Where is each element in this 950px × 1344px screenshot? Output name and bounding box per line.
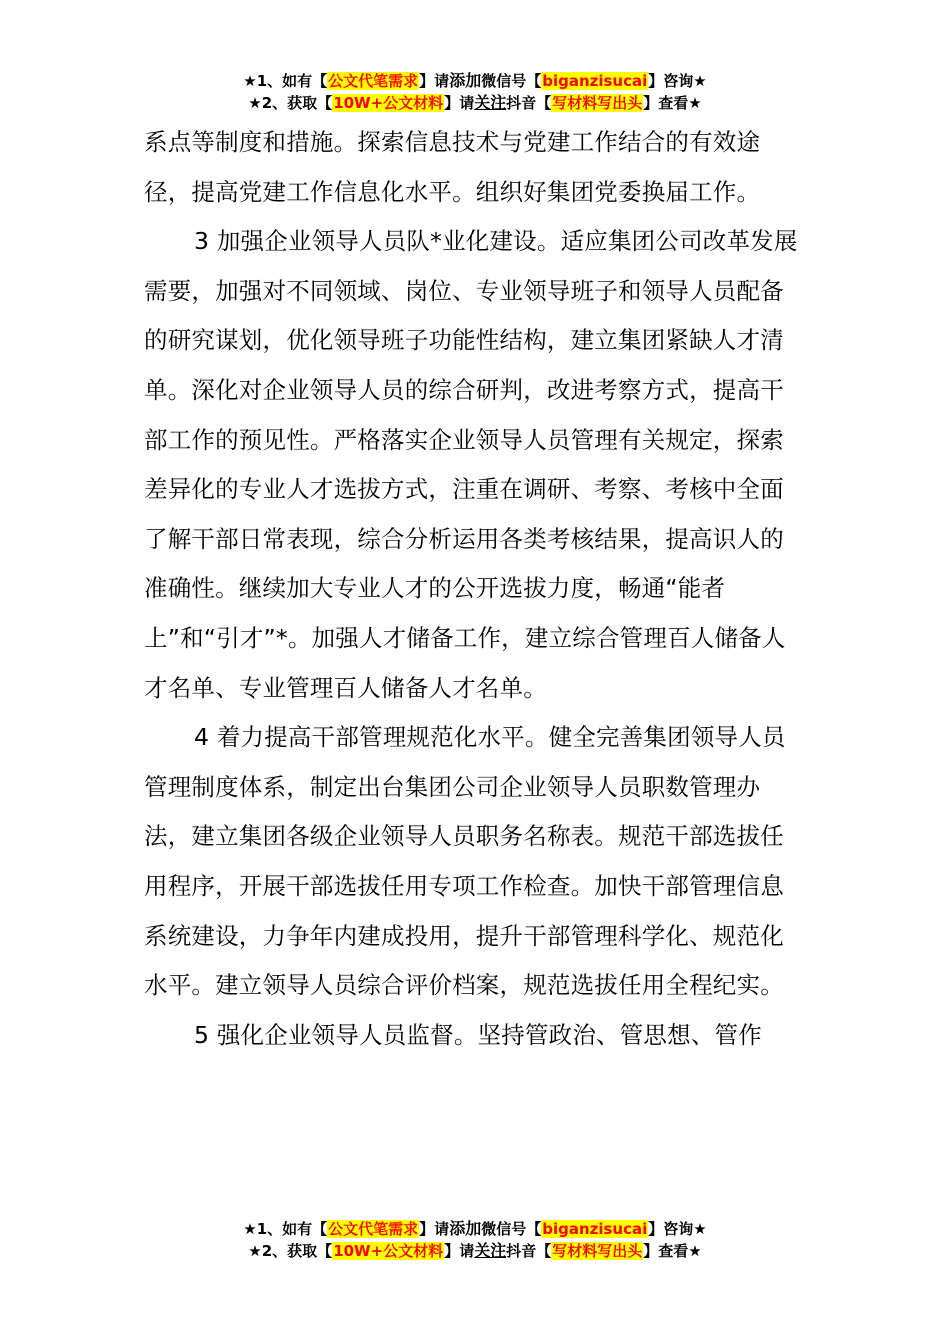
promo-text: 微信号【: [481, 72, 542, 90]
promo-text: 】查看★: [643, 94, 702, 112]
document-body: [144, 118, 806, 1060]
promo-text: 抖音【: [506, 1242, 552, 1260]
promo-text: 】请: [444, 1242, 475, 1260]
top-promo-banner: [0, 70, 950, 114]
promo-text: ★2、获取【: [248, 94, 333, 112]
promo-wechat-id: biganzisucai: [542, 72, 648, 90]
promo-highlight: 公文代笔需求: [328, 72, 419, 90]
promo-text: 添加: [449, 71, 482, 90]
paragraph-5: 5 强化企业领导人员监督。坚持管政治、管思想、管作: [194, 1020, 762, 1049]
promo-text: 】请: [419, 72, 450, 90]
promo-text: 关注: [474, 1241, 507, 1260]
promo-douyin-id: 写材料写出头: [552, 94, 643, 112]
promo-line-1: [0, 70, 950, 92]
paragraph-continued: 系点等制度和措施。探索信息技术与党建工作结合的有效途径，提高党建工作信息化水平。组织好集团党委换届工作。: [144, 128, 761, 206]
promo-highlight: 10W+公文材料: [333, 94, 444, 112]
promo-text: 微信号【: [481, 1220, 542, 1238]
promo-text: 】请: [419, 1220, 450, 1238]
paragraph-4: 4 着力提高干部管理规范化水平。健全完善集团领导人员管理制度体系，制定出台集团公司企业领导人员职数管理办法，建立集团各级企业领导人员职务名称表。规范干部选拔任用程序，开展干部选拔任用专项工作检查。加快干部管理信息系统建设，力争年内建成投用，提升干部管理科学化、规范化水平。建立领导人员综合评价档案，规范选拔任用全程纪实。: [144, 723, 786, 1000]
bottom-promo-banner: [0, 1218, 950, 1262]
promo-text: ★1、如有【: [243, 72, 328, 90]
promo-wechat-id: biganzisucai: [542, 1220, 648, 1238]
promo-highlight: 10W+公文材料: [333, 1242, 444, 1260]
paragraph-3: 3 加强企业领导人员队*业化建设。适应集团公司改革发展需要，加强对不同领域、岗位、专业领导班子和领导人员配备的研究谋划，优化领导班子功能性结构，建立集团紧缺人才清单。深化对企业领导人员的综合研判，改进考察方式，提高干部工作的预见性。严格落实企业领导人员管理有关规定，探索差异化的专业人才选拔方式，注重在调研、考察、考核中全面了解干部日常表现，综合分析运用各类考核结果，提高识人的准确性。继续加大专业人才的公开选拔力度，畅通“能者上”和“引才”*。加强人才储备工作，建立综合管理百人储备人才名单、专业管理百人储备人才名单。: [144, 227, 798, 702]
promo-douyin-id: 写材料写出头: [552, 1242, 643, 1260]
promo-text: 】请: [444, 94, 475, 112]
promo-text: 】查看★: [643, 1242, 702, 1260]
promo-text: 】咨询★: [648, 1220, 707, 1238]
promo-text: 关注: [474, 93, 507, 112]
promo-text: 抖音【: [506, 94, 552, 112]
promo-highlight: 公文代笔需求: [328, 1220, 419, 1238]
promo-line-1: [0, 1218, 950, 1240]
promo-line-2: [0, 92, 950, 114]
promo-text: 添加: [449, 1219, 482, 1238]
promo-text: ★2、获取【: [248, 1242, 333, 1260]
promo-line-2: [0, 1240, 950, 1262]
promo-text: 】咨询★: [648, 72, 707, 90]
promo-text: ★1、如有【: [243, 1220, 328, 1238]
